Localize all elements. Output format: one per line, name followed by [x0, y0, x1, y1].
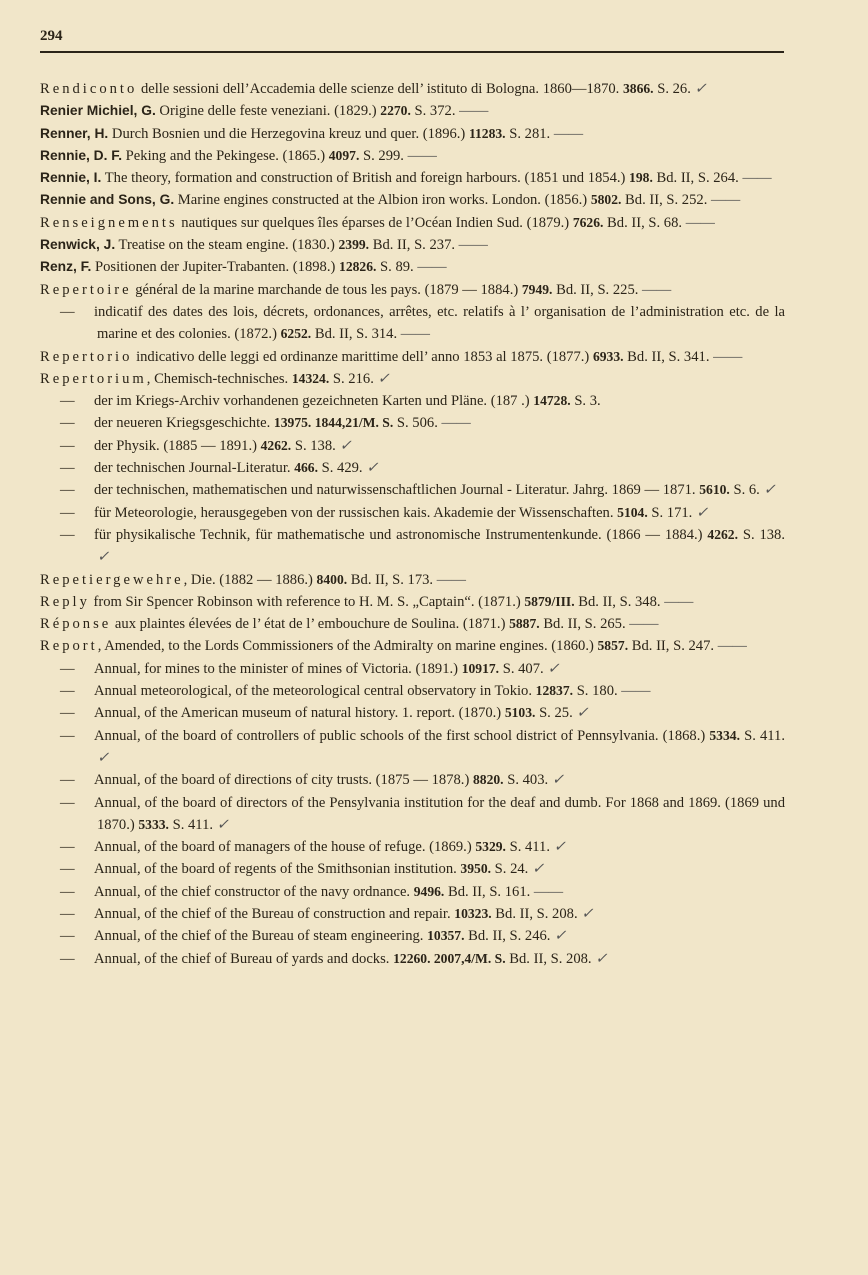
entry-text: für physikalische Technik, für mathematische und astronomische Instrumentenkunde. (1866 — 1884.) — [94, 526, 708, 543]
index-entry — [40, 569, 785, 591]
index-subentry — [40, 680, 785, 702]
index-entry — [40, 78, 785, 100]
entry-number: 5333. — [138, 816, 169, 832]
subentry-dash: — — [60, 772, 75, 789]
index-subentry — [40, 524, 785, 569]
index-subentry — [40, 479, 785, 501]
entry-text: indicatif des dates des lois, décrets, ordonances, arrêtes, etc. relatifs à l’ organisation de l’administration etc. de la marine et des colonies. (1872.) — [94, 303, 785, 343]
subentry-dash: — — [60, 526, 75, 543]
entry-number: 5103. — [504, 705, 536, 721]
entry-reference: Bd. II, S. 225. — [552, 281, 639, 298]
entry-number: 5802. — [590, 192, 622, 208]
entry-text: Annual, of the chief of Bureau of yards and docks. — [94, 950, 394, 967]
entry-text: Annual, for mines to the minister of mines of Victoria. (1891.) — [94, 660, 462, 677]
entry-number: 5329. — [475, 839, 506, 855]
entry-number: 2399. — [338, 237, 370, 253]
entry-reference: S. 26. — [653, 81, 691, 97]
index-entry — [40, 256, 785, 278]
entry-text: Annual, of the American museum of natural history. 1. report. (1870.) — [94, 705, 505, 722]
check-mark-icon: ✓ — [543, 660, 560, 677]
dash-mark-icon: —— — [455, 237, 488, 254]
index-entry — [40, 123, 785, 145]
entry-number: 6252. — [280, 326, 312, 342]
index-subentry — [40, 836, 785, 858]
entry-reference: S. 372. — [410, 103, 456, 120]
dash-mark-icon: —— — [738, 170, 772, 187]
check-mark-icon: ✓ — [690, 81, 707, 97]
entry-number: 198. — [629, 170, 653, 186]
subentry-dash: — — [60, 839, 75, 856]
subentry-dash: — — [60, 415, 75, 432]
entry-reference: S. 216. — [329, 370, 374, 387]
entry-text: indicativo delle leggi ed ordinanze marittime dell’ anno 1853 al 1875. (1877.) — [132, 348, 593, 365]
index-subentry — [40, 390, 785, 412]
entry-reference: Bd. II, S. 247. — [628, 638, 715, 655]
subentry-dash: — — [60, 950, 75, 967]
entry-reference: S. 407. — [499, 660, 544, 677]
entry-number: 5887. — [509, 616, 540, 632]
entry-reference: S. 25. — [535, 705, 573, 722]
entry-reference: S. 138. — [291, 437, 336, 454]
entry-text: der Physik. (1885 — 1891.) — [94, 437, 261, 454]
entry-reference: S. 411. — [505, 839, 550, 856]
entry-reference: Bd. II, S. 68. — [603, 214, 683, 231]
entry-reference: S. 89. — [376, 259, 414, 276]
index-entry — [40, 613, 785, 635]
index-entries — [40, 78, 785, 970]
index-entry — [40, 212, 785, 234]
entry-reference: S. 281. — [505, 125, 551, 142]
entry-number: 4097. — [328, 147, 360, 163]
index-subentry — [40, 881, 785, 903]
check-mark-icon: ✓ — [213, 816, 229, 833]
entry-heading: Renz, F. — [40, 259, 92, 275]
entry-number: 11283. — [468, 125, 506, 141]
dash-mark-icon: —— — [433, 571, 466, 588]
dash-mark-icon: —— — [714, 638, 747, 655]
index-subentry — [40, 792, 785, 837]
check-mark-icon: ✓ — [528, 861, 545, 878]
entry-number: 8400. — [316, 571, 348, 587]
entry-text: der technischen, mathematischen und naturwissenschaftlichen Journal - Literatur. Jahrg. 1869 — 1871. — [94, 482, 700, 499]
entry-text: der neueren Kriegsgeschichte. — [94, 415, 274, 432]
check-mark-icon: ✓ — [373, 370, 390, 387]
dash-mark-icon: —— — [550, 125, 584, 142]
entry-heading: Renner, H. — [40, 125, 109, 141]
index-subentry — [40, 502, 785, 524]
entry-heading: Reply — [40, 593, 90, 610]
entry-heading: Report — [40, 638, 98, 655]
entry-number: 10323. — [454, 905, 492, 921]
subentry-dash: — — [60, 504, 75, 521]
entry-text: Peking and the Pekingese. (1865.) — [122, 147, 329, 164]
subentry-dash: — — [60, 482, 75, 499]
entry-reference: Bd. II, S. 264. — [652, 170, 739, 187]
entry-text: Annual, of the board of directions of city trusts. (1875 — 1878.) — [94, 772, 473, 789]
subentry-dash: — — [60, 794, 75, 811]
entry-reference: S. 411. — [168, 816, 214, 833]
entry-text: Annual, of the chief of the Bureau of construction and repair. — [94, 905, 455, 922]
entry-heading: Repertoire — [40, 281, 132, 298]
index-entry — [40, 346, 785, 368]
dash-mark-icon: —— — [709, 348, 743, 365]
entry-heading: Repertorium — [40, 370, 147, 387]
dash-mark-icon: —— — [437, 415, 471, 432]
entry-number: 4262. — [260, 437, 292, 453]
index-entry — [40, 189, 785, 211]
subentry-dash: — — [60, 883, 75, 900]
entry-text: Annual, of the chief constructor of the navy ordnance. — [94, 883, 414, 900]
check-mark-icon: ✓ — [759, 482, 776, 499]
index-entry — [40, 279, 785, 301]
dash-mark-icon: —— — [707, 192, 741, 209]
entry-heading: Rennie, D. F. — [40, 147, 123, 163]
entry-heading: Rennie and Sons, G. — [40, 192, 175, 208]
entry-text: général de la marine marchande de tous les pays. (1879 — 1884.) — [131, 281, 522, 298]
entry-heading: Renseignements — [40, 214, 178, 231]
entry-text: from Sir Spencer Robinson with reference to H. M. S. „Captain“. (1871.) — [89, 593, 525, 610]
entry-reference: S. 299. — [359, 147, 404, 164]
dash-mark-icon: —— — [638, 281, 672, 298]
entry-number: 12260. 2007,4/M. S. — [393, 950, 506, 966]
index-subentry — [40, 435, 785, 457]
check-mark-icon: ✓ — [335, 437, 352, 454]
subentry-dash: — — [60, 303, 75, 320]
entry-text: Annual, of the board of controllers of public schools of the first school district of Pennsylvania. (1868.) — [94, 727, 710, 744]
entry-reference: Bd. II, S. 208. — [505, 950, 592, 967]
check-mark-icon: ✓ — [97, 549, 110, 566]
entry-number: 7626. — [572, 214, 604, 230]
entry-reference: S. 411. — [739, 727, 785, 744]
entry-heading: Rendiconto — [40, 81, 138, 97]
entry-reference: Bd. II, S. 208. — [491, 905, 578, 922]
entry-reference: Bd. II, S. 265. — [539, 616, 626, 633]
dash-mark-icon: —— — [682, 214, 715, 231]
entry-text: Annual, of the board of managers of the house of refuge. (1869.) — [94, 839, 476, 856]
entry-text: für Meteorologie, herausgegeben von der russischen kais. Akademie der Wissenschaften. — [94, 504, 618, 521]
entry-reference: S. 3. — [570, 393, 601, 410]
entry-text: Annual, of the chief of the Bureau of steam engineering. — [94, 928, 428, 945]
entry-number: 6933. — [592, 348, 624, 364]
dash-mark-icon: —— — [413, 259, 447, 276]
entry-text: aux plaintes élevées de l’ état de l’ embouchure de Soulina. (1871.) — [111, 616, 510, 633]
entry-number: 7949. — [521, 281, 553, 297]
entry-number: 466. — [294, 460, 318, 476]
check-mark-icon: ✓ — [548, 772, 565, 789]
entry-number: 10917. — [461, 660, 500, 676]
entry-number: 12826. — [339, 259, 377, 275]
entry-number: 3866. — [622, 81, 654, 96]
check-mark-icon: ✓ — [97, 749, 110, 766]
subentry-dash: — — [60, 705, 75, 722]
check-mark-icon: ✓ — [362, 460, 379, 477]
subentry-dash: — — [60, 861, 75, 878]
entry-reference: S. 506. — [393, 415, 438, 432]
dash-mark-icon: —— — [403, 147, 437, 164]
check-mark-icon: ✓ — [550, 928, 567, 945]
entry-reference: S. 403. — [503, 772, 549, 789]
entry-text: Annual meteorological, of the meteorological central observatory in Tokio. — [94, 683, 536, 700]
subentry-dash: — — [60, 660, 75, 677]
entry-text: der im Kriegs-Archiv vorhandenen gezeichneten Karten und Pläne. (187 .) — [94, 393, 534, 410]
check-mark-icon: ✓ — [577, 905, 594, 922]
index-entry — [40, 368, 785, 390]
entry-text: Treatise on the steam engine. (1830.) — [115, 237, 339, 254]
check-mark-icon: ✓ — [572, 705, 589, 722]
subentry-dash: — — [60, 928, 75, 945]
entry-reference: Bd. II, S. 246. — [464, 928, 551, 945]
entry-text: Marine engines constructed at the Albion iron works. London. (1856.) — [174, 192, 591, 209]
index-subentry — [40, 702, 785, 724]
entry-reference: Bd. II, S. 341. — [623, 348, 710, 365]
index-subentry — [40, 769, 785, 791]
entry-reference: Bd. II, S. 252. — [621, 192, 708, 209]
index-entry — [40, 145, 785, 167]
entry-number: 4262. — [707, 526, 738, 542]
entry-reference: S. 6. — [729, 482, 760, 499]
entry-reference: Bd. II, S. 161. — [444, 883, 531, 900]
entry-heading: Rennie, I. — [40, 170, 102, 186]
entry-text: Annual, of the board of regents of the Smithsonian institution. — [94, 861, 461, 878]
subentry-dash: — — [60, 437, 75, 454]
page-number: 294 — [40, 28, 63, 44]
subentry-dash: — — [60, 393, 75, 410]
entry-reference: Bd. II, S. 237. — [369, 237, 456, 254]
subentry-dash: — — [60, 905, 75, 922]
index-entry — [40, 100, 785, 122]
check-mark-icon: ✓ — [550, 839, 566, 856]
index-subentry — [40, 301, 785, 346]
subentry-dash: — — [60, 683, 75, 700]
subentry-dash: — — [60, 727, 75, 744]
entry-heading: Réponse — [40, 616, 112, 633]
entry-reference: S. 429. — [317, 460, 363, 477]
index-entry — [40, 167, 785, 189]
entry-reference: S. 180. — [573, 683, 618, 700]
entry-number: 8820. — [472, 772, 504, 788]
index-subentry — [40, 925, 785, 947]
entry-number: 14324. — [291, 370, 330, 386]
entry-number: 5857. — [597, 638, 629, 654]
dash-mark-icon: —— — [455, 103, 489, 120]
entry-number: 13975. 1844,21/M. S. — [273, 415, 394, 431]
index-entry — [40, 591, 785, 613]
index-subentry — [40, 948, 785, 970]
entry-heading: Renwick, J. — [40, 237, 116, 253]
index-subentry — [40, 457, 785, 479]
entry-number: 5610. — [699, 482, 730, 498]
check-mark-icon: ✓ — [591, 950, 608, 967]
index-subentry — [40, 903, 785, 925]
index-subentry — [40, 725, 785, 770]
entry-text: Origine delle feste veneziani. (1829.) — [155, 103, 381, 120]
entry-text: , Chemisch-technisches. — [146, 370, 292, 387]
entry-number: 5104. — [617, 504, 648, 520]
index-subentry — [40, 858, 785, 880]
dash-mark-icon: —— — [530, 883, 564, 900]
index-entry — [40, 635, 785, 657]
entry-number: 2270. — [380, 103, 411, 119]
dash-mark-icon: —— — [397, 326, 430, 343]
entry-number: 5879/III. — [524, 593, 575, 609]
entry-text: Durch Bosnien und die Herzegovina kreuz und quer. (1896.) — [108, 125, 469, 142]
entry-number: 5334. — [709, 727, 740, 743]
entry-number: 10357. — [427, 928, 465, 944]
entry-text: , Amended, to the Lords Commissioners of the Admiralty on marine engines. (1860.) — [97, 638, 598, 655]
dash-mark-icon: —— — [660, 593, 694, 610]
entry-text: delle sessioni dell’Accademia delle scienze dell’ istituto di Bologna. 1860—1870. — [137, 81, 623, 97]
entry-heading: Repetiergewehre — [40, 571, 184, 588]
index-entry — [40, 234, 785, 256]
dash-mark-icon: —— — [617, 683, 651, 700]
entry-reference: S. 138. — [737, 526, 785, 543]
entry-reference: Bd. II, S. 173. — [347, 571, 434, 588]
entry-text: Annual, of the board of directors of the Pensylvania institution for the deaf and dumb. For 1868 and 1869. (1869 und 1870.) — [94, 794, 785, 833]
entry-text: der technischen Journal-Literatur. — [94, 460, 295, 477]
entry-text: nautiques sur quelques îles éparses de l’Océan Indien Sud. (1879.) — [177, 214, 573, 231]
entry-reference: Bd. II, S. 348. — [574, 593, 661, 610]
entry-text: Positionen der Jupiter-Trabanten. (1898.) — [91, 259, 340, 276]
entry-reference: S. 24. — [491, 861, 529, 878]
header-rule — [40, 51, 784, 53]
index-subentry — [40, 412, 785, 434]
entry-number: 9496. — [413, 883, 445, 899]
dash-mark-icon: —— — [625, 616, 659, 633]
check-mark-icon: ✓ — [692, 504, 709, 521]
entry-heading: Renier Michiel, G. — [40, 103, 156, 119]
entry-text: The theory, formation and construction of British and foreign harbours. (1851 und 1854.) — [101, 170, 630, 187]
entry-reference: Bd. II, S. 314. — [311, 326, 398, 343]
subentry-dash: — — [60, 460, 75, 477]
entry-number: 14728. — [533, 393, 571, 409]
entry-number: 12837. — [535, 683, 574, 699]
entry-text: , Die. (1882 — 1886.) — [183, 571, 317, 588]
entry-heading: Repertorio — [40, 348, 133, 365]
entry-number: 3950. — [460, 861, 492, 877]
entry-reference: S. 171. — [647, 504, 693, 521]
index-subentry — [40, 658, 785, 680]
